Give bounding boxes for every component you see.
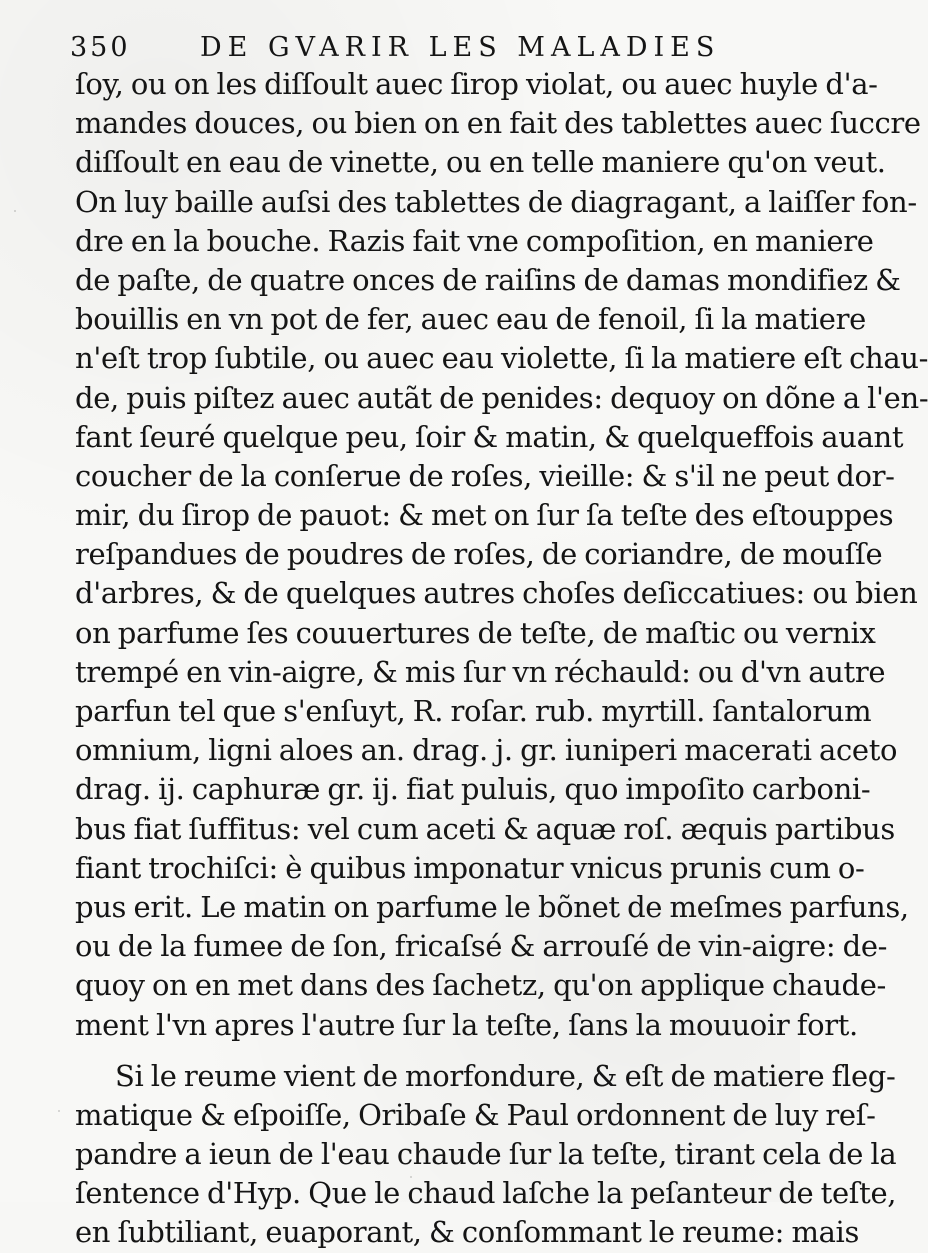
text-line: ſoy, ou on les diſſoult auec ſirop violat, ou auec huyle d'a- — [75, 67, 878, 101]
text-line: quoy on en met dans des ſachetz, qu'on applique chaude- — [75, 968, 886, 1003]
text-line: mandes douces, ou bien on en fait des tablettes auec ſuccre — [75, 106, 921, 141]
text-line: de paſte, de quatre onces de raiſins de damas mondifiez & — [75, 262, 901, 297]
text-line: On luy baille auſsi des tablettes de diagragant, a laiſſer fon- — [75, 184, 917, 219]
page-text — [75, 65, 928, 1253]
text-line: d'arbres, & de quelques autres choſes deſiccatiues: ou bien — [75, 576, 918, 611]
text-line: parfun tel que s'enſuyt, R. roſar. rub. myrtill. ſantalorum — [75, 694, 872, 728]
text-line: fant ſeuré quelque peu, ſoir & matin, & quelqueffois auant — [75, 419, 904, 454]
text-line: diſſoult en eau de vinette, ou en telle maniere qu'on veut. — [75, 145, 886, 180]
text-line: coucher de la conſerue de roſes, vieille: & s'il ne peut dor- — [75, 458, 895, 493]
text-line: dre en la bouche. Razis fait vne compoſition, en maniere — [75, 223, 874, 258]
running-title: DE GVARIR LES MALADIES — [200, 32, 721, 63]
text-line: matique & eſpoiſſe, Oribaſe & Paul ordonnent de luy reſ- — [75, 1097, 876, 1132]
text-line: omnium, ligni aloes an. drag. j. gr. iuniperi macerati aceto — [75, 733, 898, 768]
text-line: bus fiat ſuffitus: vel cum aceti & aquæ roſ. æquis partibus — [75, 811, 895, 846]
text-line: fiant trochiſci: è quibus imponatur vnicus prunis cum o- — [75, 850, 865, 885]
scan-speck — [785, 95, 787, 97]
text-line: n'eſt trop ſubtile, ou auec eau violette, ſi la matiere eſt chau- — [75, 341, 928, 376]
scan-speck — [744, 640, 746, 642]
text-line: reſpandues de poudres de roſes, de coriandre, de mouſſe — [75, 537, 883, 572]
text-line: drag. ij. caphuræ gr. ij. fiat puluis, quo impoſito carboni- — [75, 772, 871, 807]
text-line: pus erit. Le matin on parfume le bõnet de meſmes parfuns, — [75, 889, 909, 924]
text-line: Si le reume vient de morfondure, & eſt de matiere fleg- — [115, 1058, 896, 1093]
scan-speck — [58, 1110, 60, 1112]
scan-speck — [14, 210, 16, 212]
text-line: de, puis piſtez auec autãt de penides: dequoy on dõne a l'en- — [75, 380, 928, 415]
text-line: bouillis en vn pot de fer, auec eau de fenoil, ſi la matiere — [75, 302, 866, 337]
text-line: ou de la fumee de ſon, fricaſsé & arrouſé de vin-aigre: de- — [75, 929, 888, 964]
text-line: mir, du ſirop de pauot: & met on ſur ſa teſte des eſtouppes — [75, 498, 894, 533]
text-line: ment l'vn apres l'autre ſur la teſte, ſans la mouuoir fort. — [75, 1007, 858, 1042]
paragraph-1 — [75, 65, 928, 1045]
text-line: on parfume ſes couuertures de teſte, de maſtic ou vernix — [75, 615, 876, 650]
text-line: pandre a ieun de l'eau chaude ſur la teſte, tirant cela de la — [75, 1137, 897, 1172]
page-header — [70, 28, 770, 68]
paragraph-2 — [75, 1057, 897, 1253]
text-line: ſentence d'Hyp. Que le chaud laſche la peſanteur de teſte, — [75, 1176, 897, 1211]
text-line: en ſubtiliant, euaporant, & conſommant le reume: mais — [75, 1215, 859, 1250]
scan-speck — [410, 1176, 412, 1178]
text-line: trempé en vin-aigre, & mis ſur vn réchauld: ou d'vn autre — [75, 654, 886, 689]
page-number: 350 — [70, 32, 131, 63]
